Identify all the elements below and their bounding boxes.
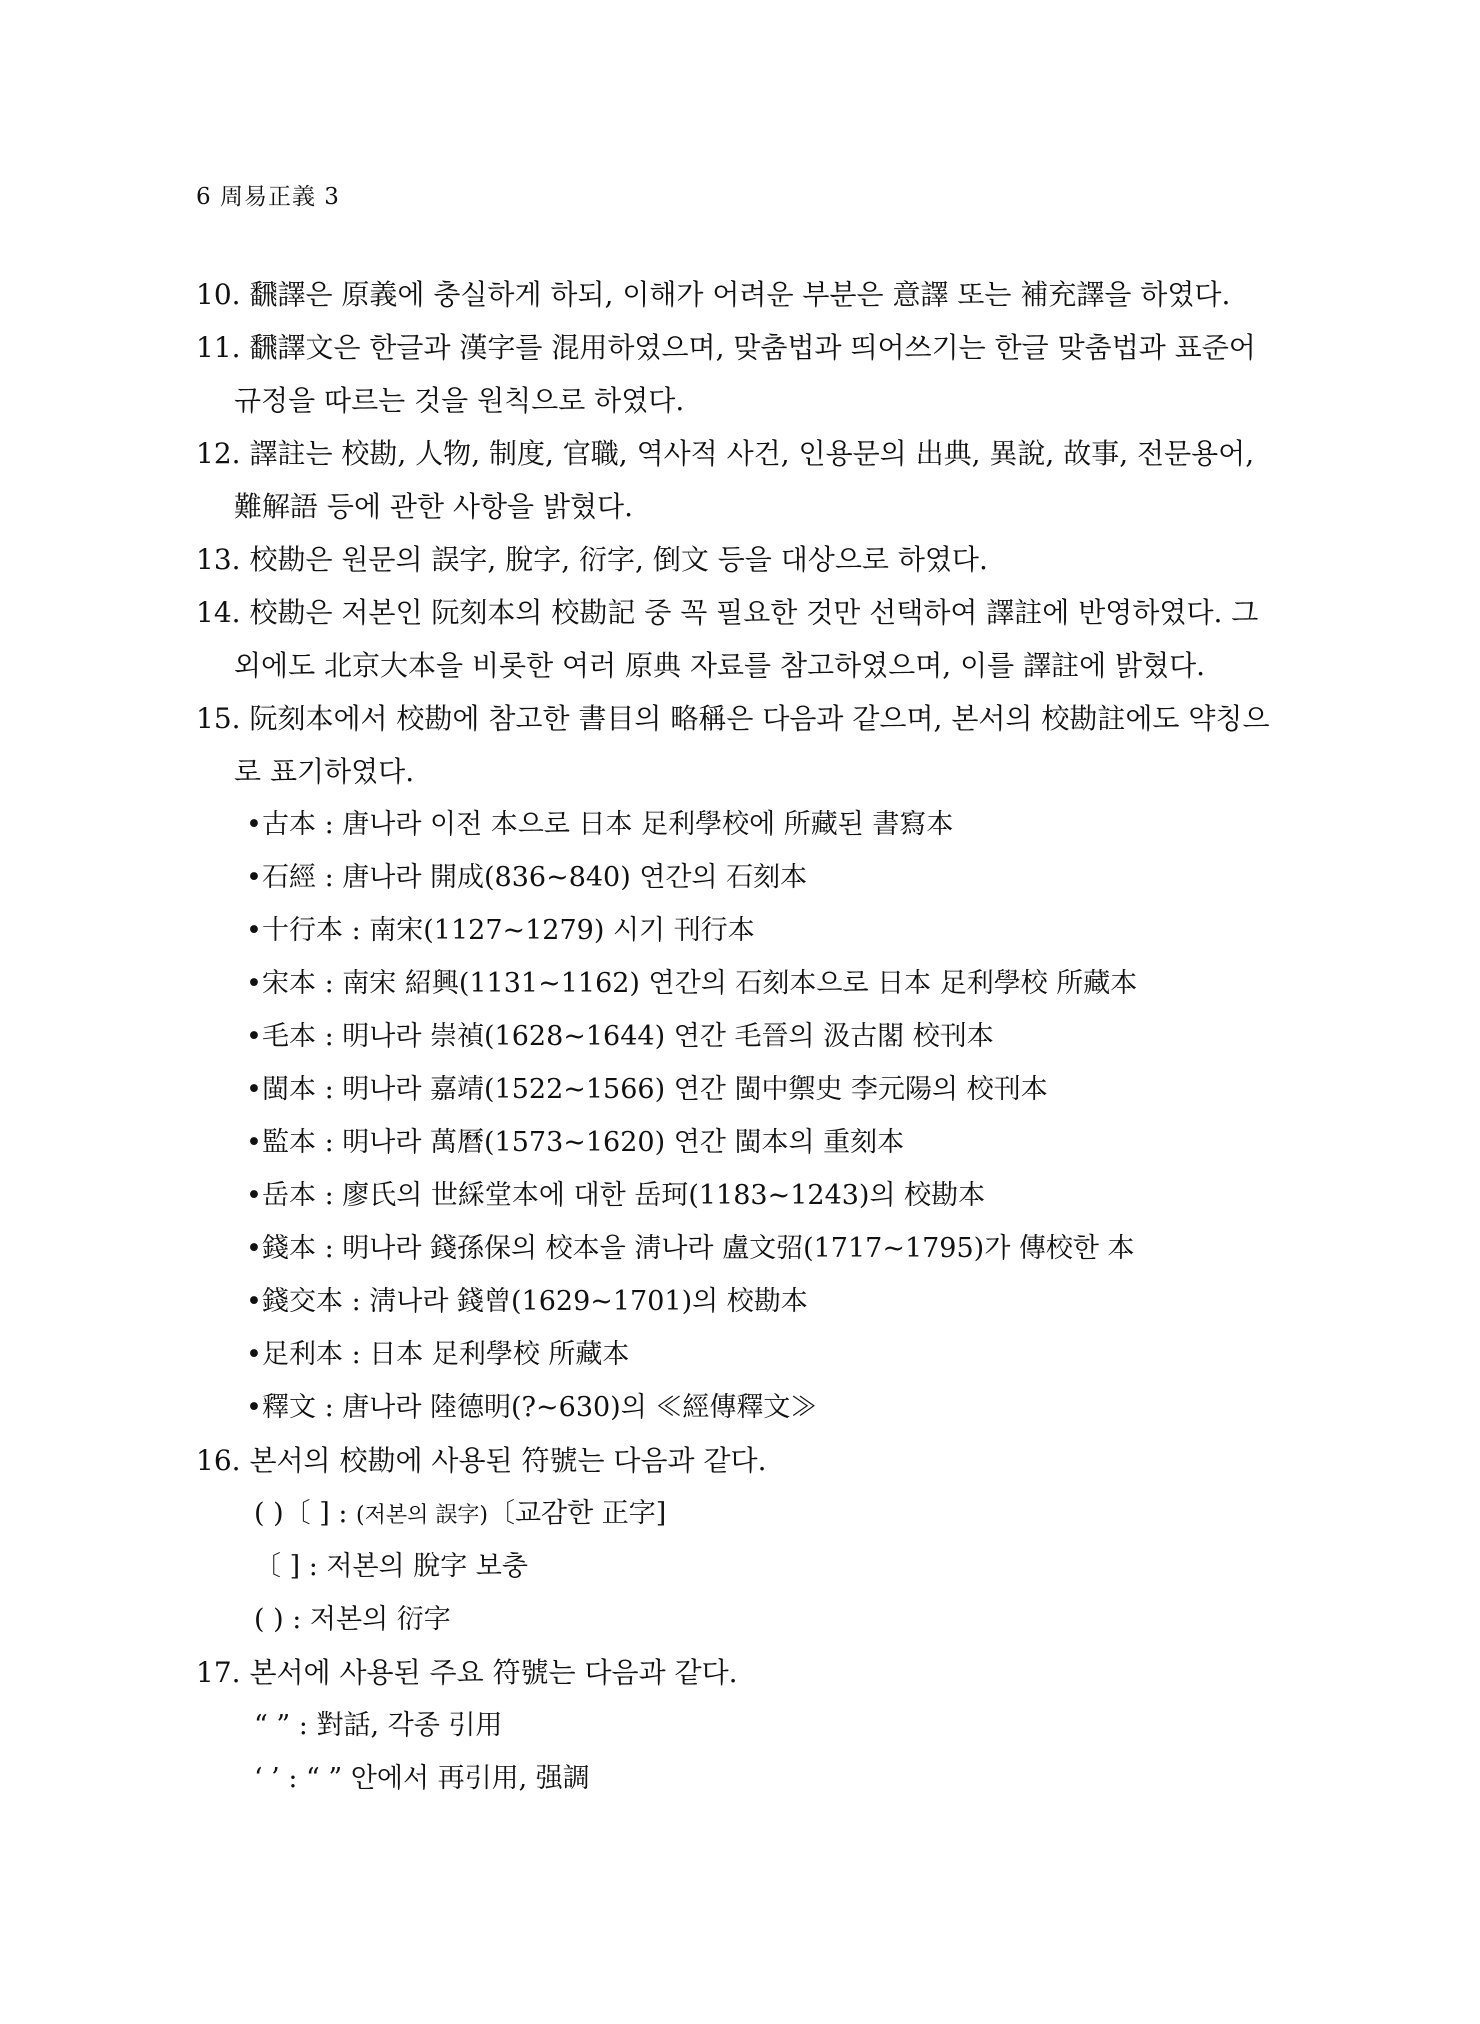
rule-text-continued: 難解語 등에 관한 사항을 밝혔다.	[234, 490, 633, 523]
symbol-mark: 〔 ] :	[254, 1551, 327, 1582]
rule-text: 阮刻本에서 校勘에 참고한 書目의 略稱은 다음과 같으며, 본서의 校勘註에도 약칭으	[249, 702, 1270, 735]
bullet-icon: •	[246, 1074, 262, 1105]
symbol-entry	[196, 1752, 1306, 1805]
rule-text: 校勘은 원문의 誤字, 脫字, 衍字, 倒文 등을 대상으로 하였다.	[249, 543, 988, 576]
symbol-desc: 저본의 衍字	[309, 1604, 451, 1635]
page-number: 6	[196, 184, 212, 210]
rule-number: 16.	[196, 1444, 241, 1477]
list-item: •十行本 : 南宋(1127~1279) 시기 刊行本	[196, 904, 1306, 957]
list-item: •宋本 : 南宋 紹興(1131~1162) 연간의 石刻本으로 日本 足利學校 所藏本	[196, 957, 1306, 1010]
rule-item-10	[196, 268, 1306, 321]
bullet-icon: •	[246, 809, 262, 840]
list-item: •古本 : 唐나라 이전 本으로 日本 足利學校에 所藏된 書寫本	[196, 798, 1306, 851]
list-item: •錢本 : 明나라 錢孫保의 校本을 淸나라 盧文弨(1717~1795)가 傳校한 本	[196, 1222, 1306, 1275]
rule-text-continued: 로 표기하였다.	[234, 755, 415, 788]
symbol-mark: ( ) :	[254, 1604, 310, 1635]
rule-item-15	[196, 692, 1306, 1434]
bullet-icon: •	[246, 1392, 262, 1423]
rule-item-16	[196, 1434, 1306, 1646]
rule-text: 본서의 校勘에 사용된 符號는 다음과 같다.	[249, 1444, 767, 1477]
list-item: •監本 : 明나라 萬曆(1573~1620) 연간 閩本의 重刻本	[196, 1116, 1306, 1169]
rule-number: 10.	[196, 278, 241, 311]
bullet-icon: •	[246, 968, 262, 999]
rule-text: 본서에 사용된 주요 符號는 다음과 같다.	[249, 1656, 738, 1689]
bullet-icon: •	[246, 1233, 262, 1264]
symbol-desc-small: (저본의 誤字)	[356, 1503, 488, 1528]
rule-text-continued: 규정을 따르는 것을 원칙으로 하였다.	[234, 384, 685, 417]
bullet-icon: •	[246, 1339, 262, 1370]
bullet-icon: •	[246, 915, 262, 946]
list-item: •毛本 : 明나라 崇禎(1628~1644) 연간 毛晉의 汲古閣 校刊本	[196, 1010, 1306, 1063]
list-item: •石經 : 唐나라 開成(836~840) 연간의 石刻本	[196, 851, 1306, 904]
rule-item-17	[196, 1646, 1306, 1805]
rule-item-11	[196, 321, 1306, 427]
preface-rules	[196, 268, 1306, 1805]
symbol-desc: 〔교감한 正字]	[487, 1498, 667, 1529]
rule-text-continued: 외에도 北京大本을 비롯한 여러 原典 자료를 참고하였으며, 이를 譯註에 밝혔다.	[234, 649, 1206, 682]
bullet-icon: •	[246, 1180, 262, 1211]
symbol-entry	[196, 1593, 1306, 1646]
list-item: •錢交本 : 淸나라 錢曾(1629~1701)의 校勘本	[196, 1275, 1306, 1328]
rule-number: 17.	[196, 1656, 241, 1689]
bullet-icon: •	[246, 1127, 262, 1158]
rule-number: 15.	[196, 702, 241, 735]
symbol-mark: ‘ ’ : “ ”	[254, 1763, 351, 1794]
abbreviation-list	[196, 798, 1306, 1434]
symbol-desc: 對話, 각종 引用	[316, 1710, 503, 1741]
symbol-mark: “ ” :	[254, 1710, 317, 1741]
page-header	[196, 178, 340, 211]
rule-item-12	[196, 427, 1306, 533]
book-title: 周易正義 3	[219, 184, 340, 210]
symbol-desc: 저본의 脫字 보충	[326, 1551, 528, 1582]
rule-number: 12.	[196, 437, 241, 470]
list-item: •足利本 : 日本 足利學校 所藏本	[196, 1328, 1306, 1381]
symbol-entry	[196, 1487, 1306, 1540]
symbol-entry	[196, 1699, 1306, 1752]
bullet-icon: •	[246, 862, 262, 893]
rule-text: 譯註는 校勘, 人物, 制度, 官職, 역사적 사건, 인용문의 出典, 異說, 故事, 전문용어,	[249, 437, 1255, 470]
rule-item-14	[196, 586, 1306, 692]
list-item: •釋文 : 唐나라 陸德明(?~630)의 ≪經傳釋文≫	[196, 1381, 1306, 1434]
rule-text: 校勘은 저본인 阮刻本의 校勘記 중 꼭 필요한 것만 선택하여 譯註에 반영하였다. 그	[249, 596, 1259, 629]
rule-number: 13.	[196, 543, 241, 576]
rule-item-13	[196, 533, 1306, 586]
list-item: •閩本 : 明나라 嘉靖(1522~1566) 연간 閩中禦史 李元陽의 校刊本	[196, 1063, 1306, 1116]
list-item: •岳本 : 廖氏의 世綵堂本에 대한 岳珂(1183~1243)의 校勘本	[196, 1169, 1306, 1222]
symbol-mark: ( )〔 ] :	[254, 1498, 357, 1529]
symbol-entry	[196, 1540, 1306, 1593]
symbol-desc: 안에서 再引用, 强調	[350, 1763, 590, 1794]
rule-text: 飜譯은 原義에 충실하게 하되, 이해가 어려운 부분은 意譯 또는 補充譯을 하였다.	[249, 278, 1231, 311]
rule-number: 14.	[196, 596, 241, 629]
bullet-icon: •	[246, 1286, 262, 1317]
rule-text: 飜譯文은 한글과 漢字를 混用하였으며, 맞춤법과 띄어쓰기는 한글 맞춤법과 표준어	[249, 331, 1256, 364]
rule-number: 11.	[196, 331, 241, 364]
bullet-icon: •	[246, 1021, 262, 1052]
